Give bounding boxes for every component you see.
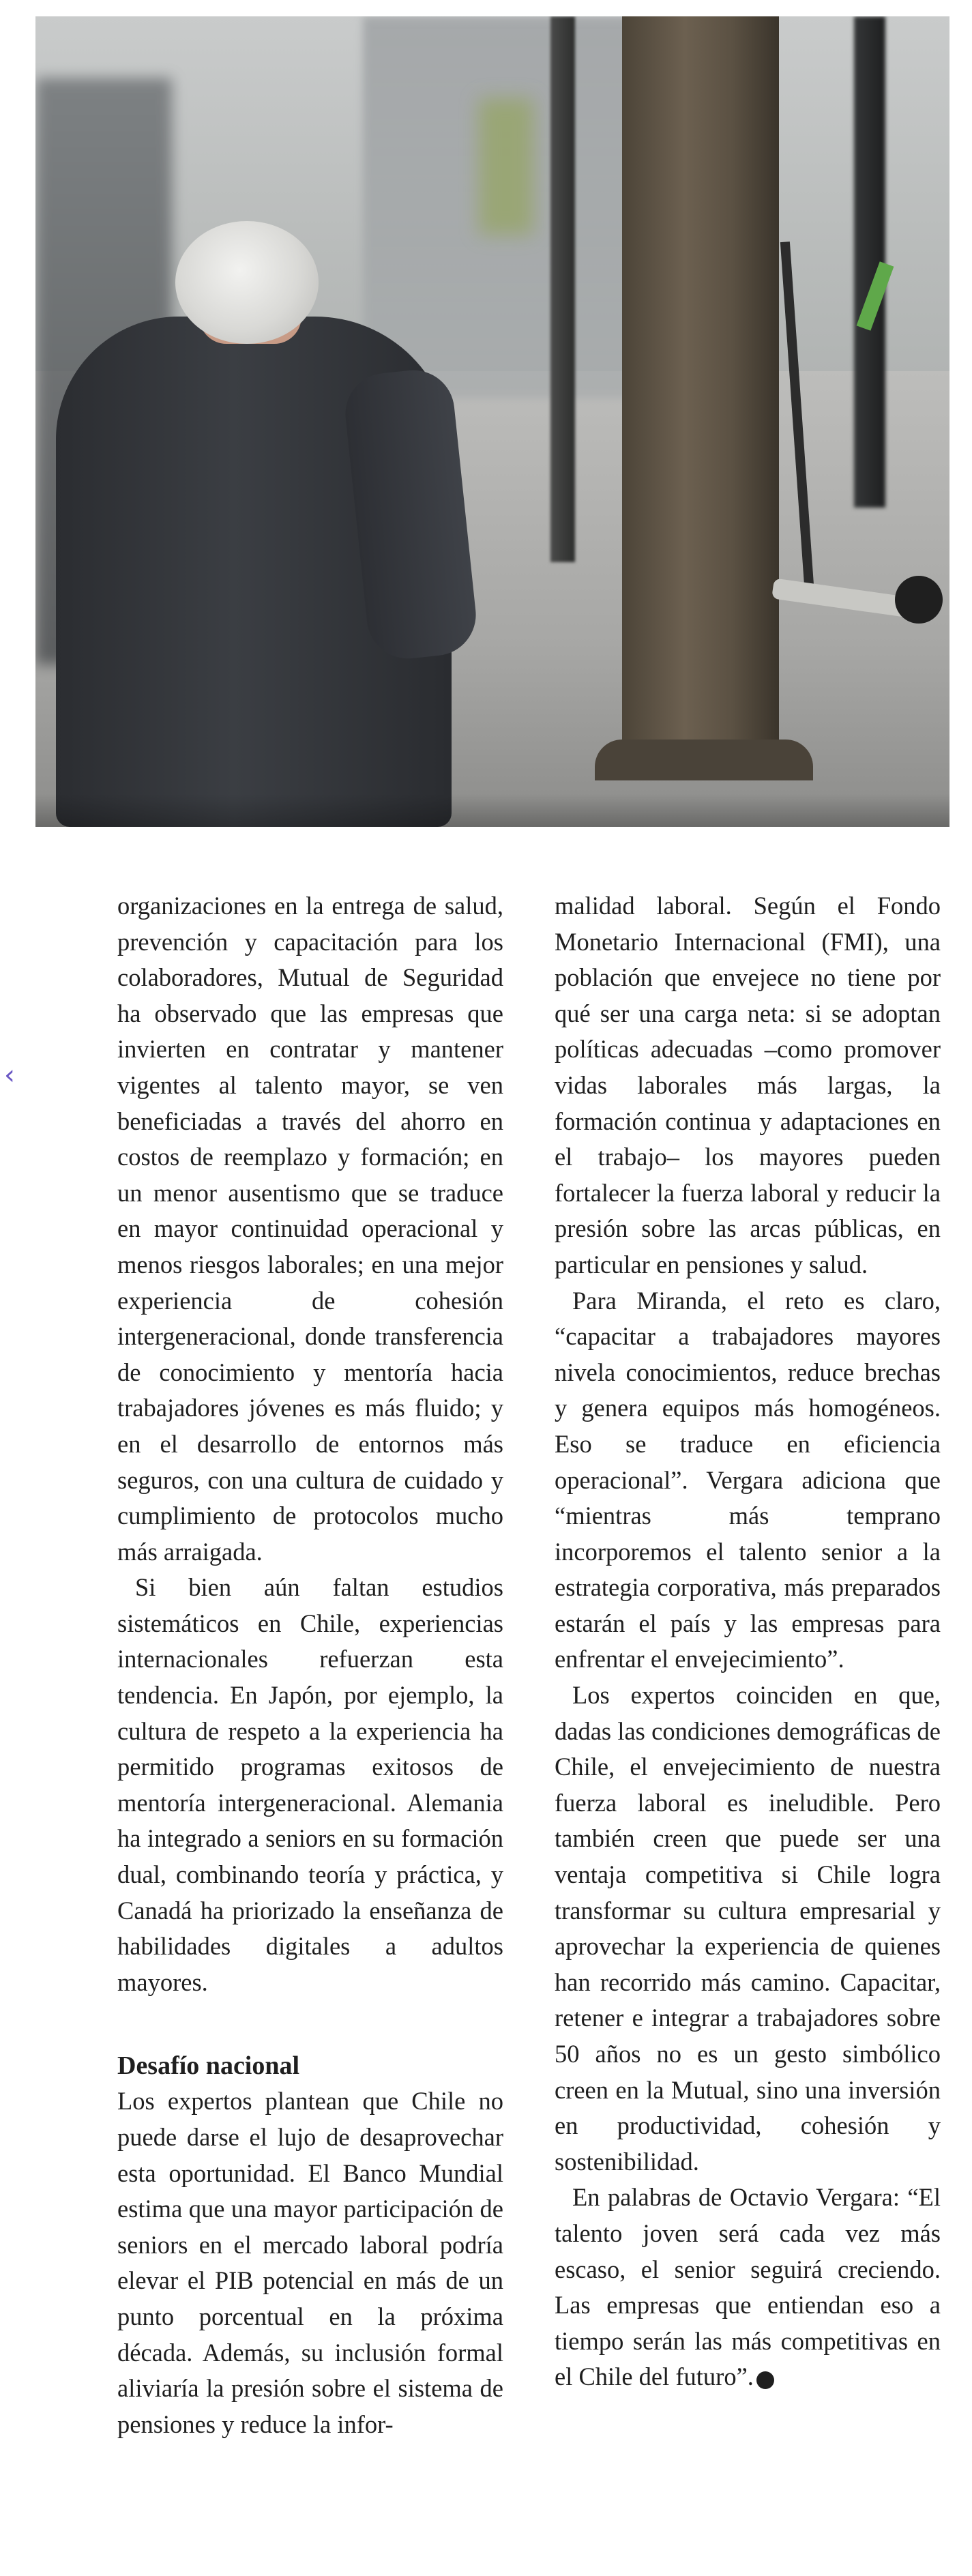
article-photo	[35, 16, 949, 827]
photo-scooter-wheel	[895, 576, 943, 624]
end-of-article-icon: P	[756, 2371, 774, 2389]
paragraph: Los expertos coinciden en que, dadas las condiciones demográficas de Chile, el envejecimiento de nuestra fuerza laboral es ineludible. Pero también creen que puede ser una ventaja competitiva si Chile logra transformar su cultura empresarial y aprovechar la experiencia de quienes han recorrido más camino. Capacitar, retener e integrar a trabajadores sobre 50 años no es un gesto simbólico creen en la Mutual, sino una inversión en productividad, cohesión y sostenibilidad.	[555, 1681, 941, 2176]
photo-green-sign	[479, 98, 533, 235]
photo-ground-shadow	[35, 794, 949, 827]
section-subheading: Desafío nacional	[117, 2051, 300, 2081]
paragraph-final	[555, 2180, 941, 2395]
paragraph-final-text: En palabras de Octavio Vergara: “El talento joven será cada vez más escaso, el senior seguirá creciendo. Las empresas que entiendan eso a tiempo serán las más competitivas en el Chile del futuro”.	[555, 2183, 941, 2391]
photo-tree-base	[595, 740, 813, 780]
photo-man-head	[175, 221, 319, 344]
photo-tree-trunk	[622, 16, 779, 767]
photo-pole	[550, 16, 575, 562]
article-column-left	[117, 888, 503, 2442]
paragraph: Para Miranda, el reto es claro, “capacitar a trabajadores mayores nivela conocimientos, reduce brechas y genera equipos más homogéneos. Eso se traduce en eficiencia operacional”. Vergara adiciona que “mientras más temprano incorporemos el talento senior a la estrategia corporativa, más preparados estarán el país y las empresas para enfrentar el envejecimiento”.	[555, 1286, 941, 1673]
chevron-left-icon[interactable]: ‹	[4, 1059, 15, 1091]
paragraph: Los expertos plantean que Chile no puede darse el lujo de desaprovechar esta oportunidad. El Banco Mundial estima que una mayor participación de seniors en el mercado laboral podría elevar el PIB potencial en más de un punto porcentual en la próxima década. Además, su inclusión formal aliviaría la presión sobre el sistema de pensiones y reduce la infor-	[117, 2087, 503, 2438]
paragraph: organizaciones en la entrega de salud, prevención y capacitación para los colaboradores, Mutual de Seguridad ha observado que las empresas que invierten en contratar y mantener vigentes al talento mayor, se ven beneficiadas a través del ahorro en costos de reemplazo y formación; en un menor ausentismo que se traduce en mayor continuidad operacional y menos riesgos laborales; en una mejor experiencia de cohesión intergeneracional, donde transferencia de conocimiento y mentoría hacia trabajadores jóvenes es más fluido; y en el desarrollo de entornos más seguros, con una cultura de cuidado y cumplimiento de protocolos mucho más arraigada.	[117, 892, 503, 1566]
paragraph: malidad laboral. Según el Fondo Monetario Internacional (FMI), una población que envejece no tiene por qué ser una carga neta: si se adoptan políticas adecuadas –como promover vidas laborales más largas, la formación continua y adaptaciones en el trabajo– los mayores pueden fortalecer la fuerza laboral y reducir la presión sobre las arcas públicas, en particular en pensiones y salud.	[555, 892, 941, 1278]
paragraph: Si bien aún faltan estudios sistemáticos en Chile, experiencias internacionales refuerzan esta tendencia. En Japón, por ejemplo, la cultura de respeto a la experiencia ha permitido programas exitosos de mentoría intergeneracional. Alemania ha integrado a seniors en su formación dual, combinando teoría y práctica, y Canadá ha priorizado la enseñanza de habilidades digitales a adultos mayores.	[117, 1573, 503, 1996]
article-column-right	[555, 888, 941, 2395]
